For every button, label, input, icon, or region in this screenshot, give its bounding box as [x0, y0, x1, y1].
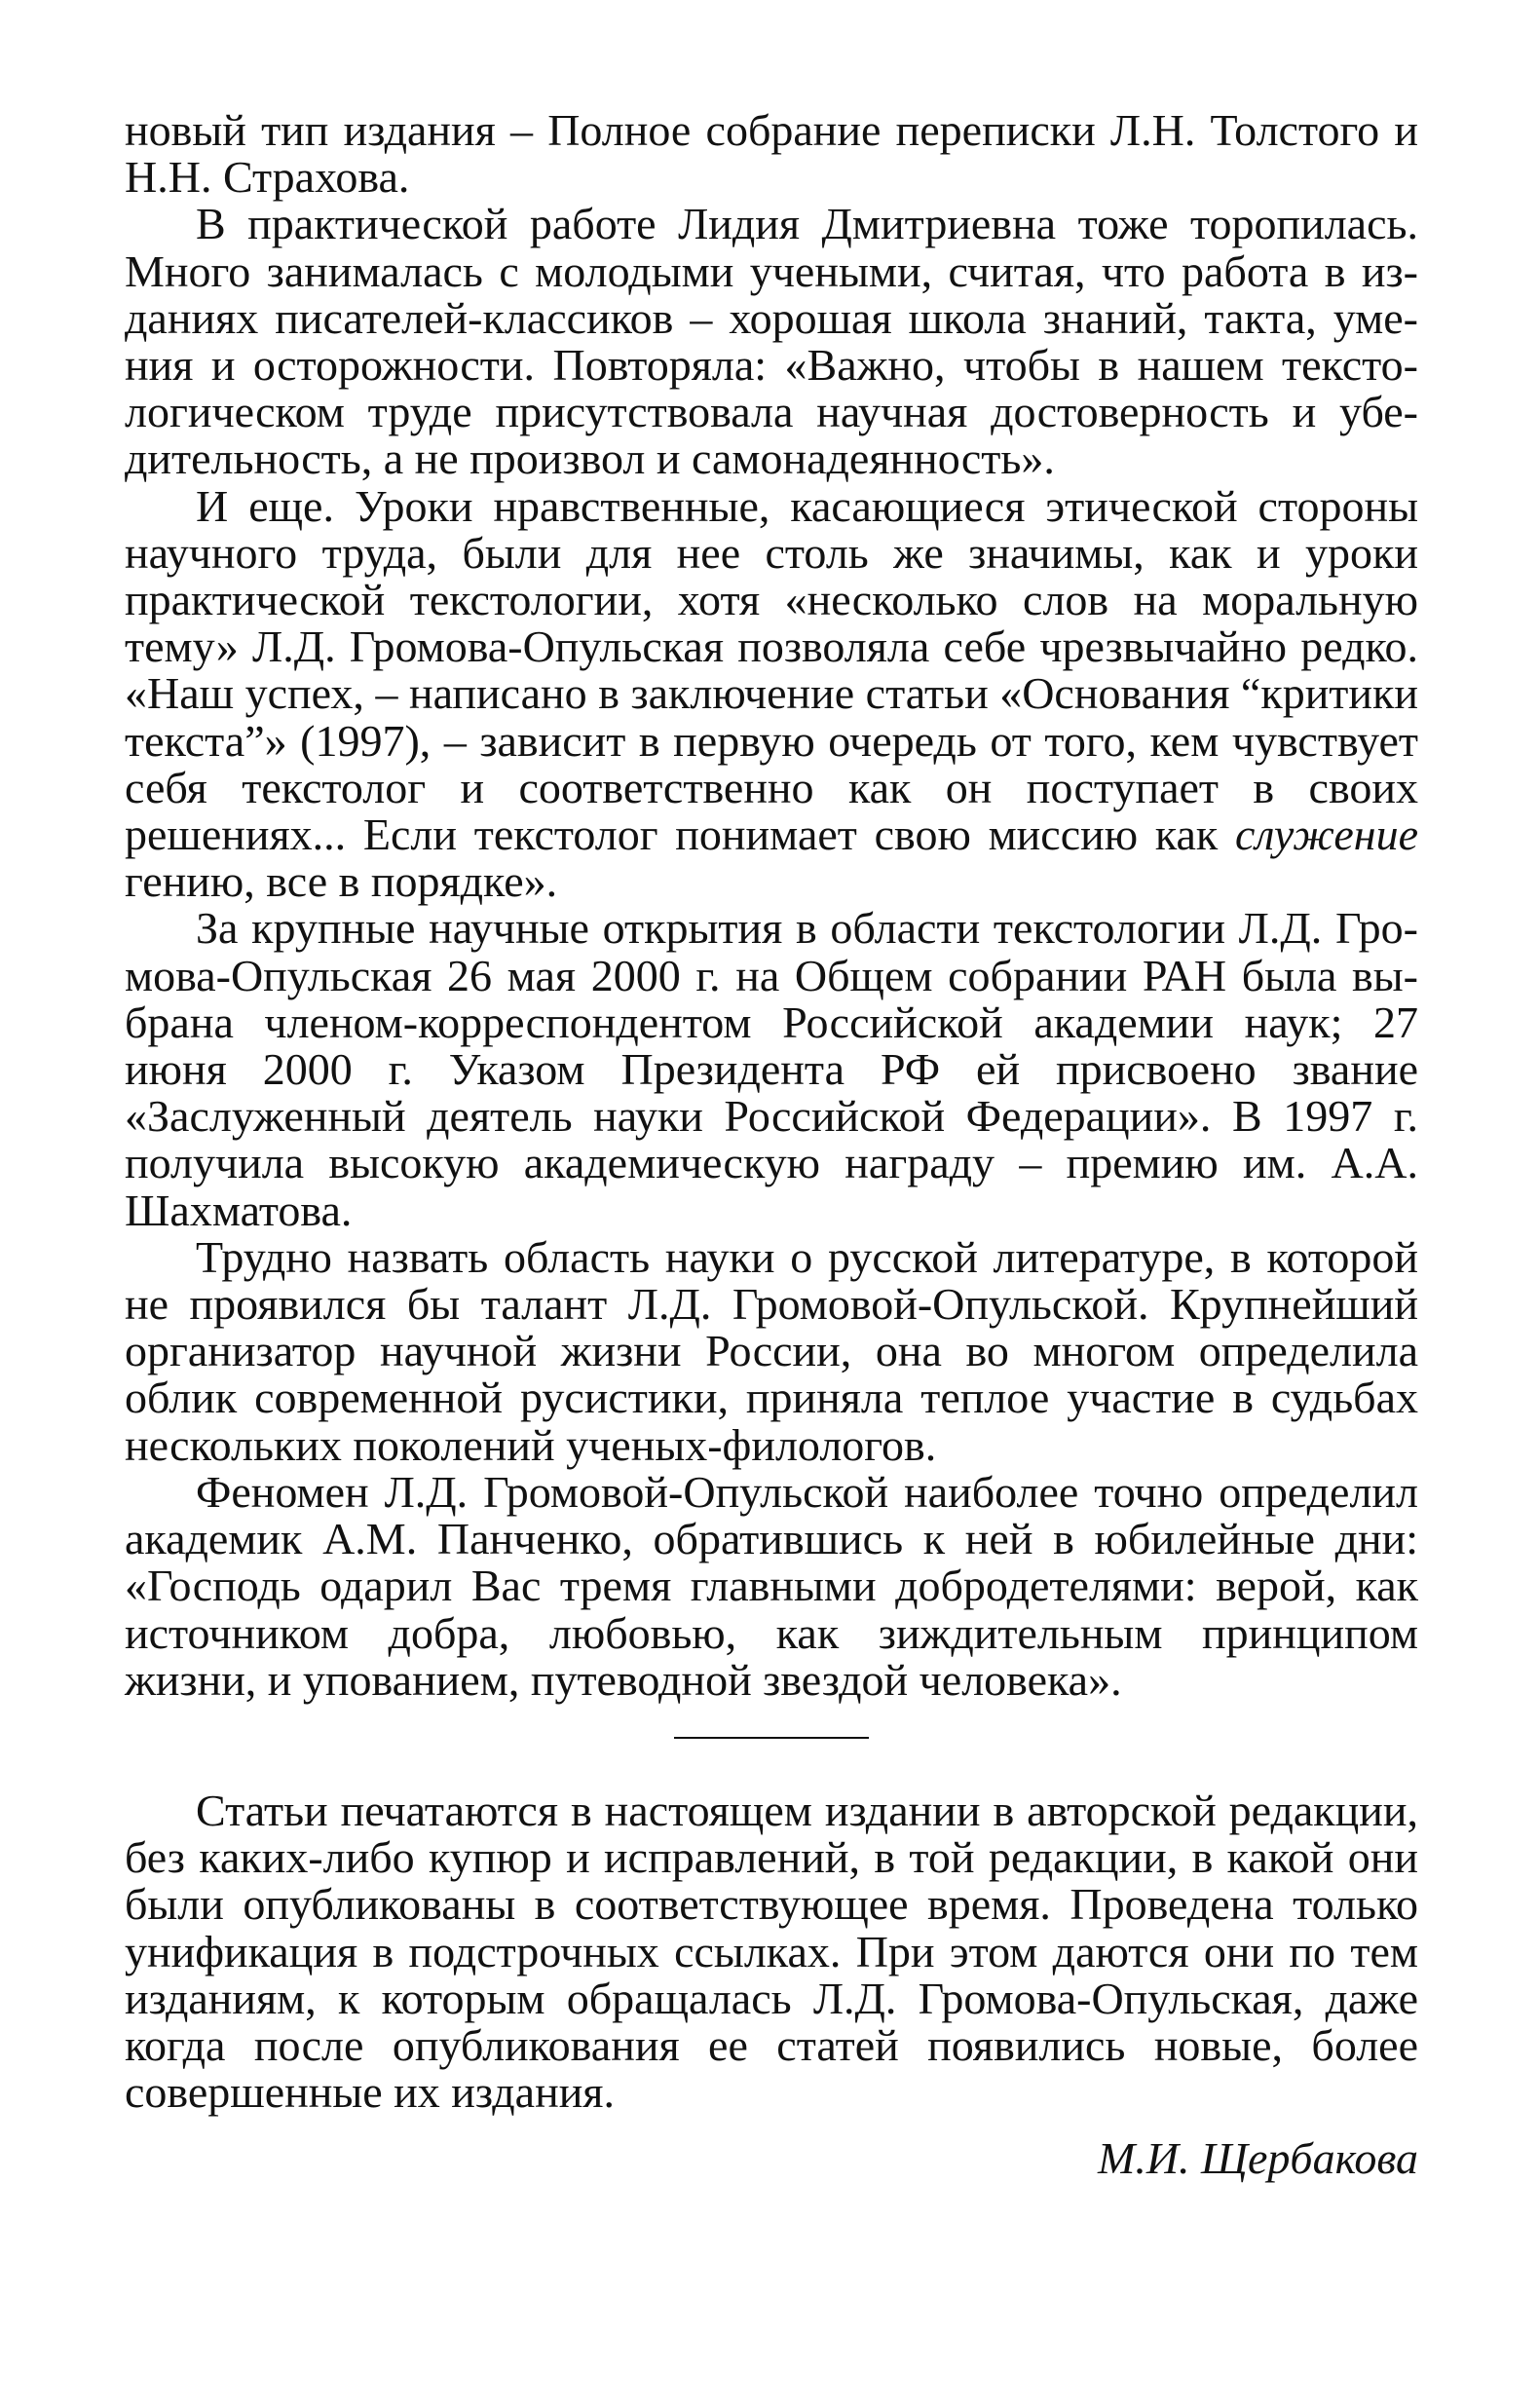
paragraph-awards: За крупные научные открытия в области текстологии Л.Д. Громова-Опульская 26 мая 2000 г. на Общем собрании РАН была выбрана членом-корреспондентом Российской академии наук; 27 июня 2000 г. Указом Президента РФ ей присвоено звание «Заслуженный деятель науки Российской Федерации». В 1997 г. получила высокую академическую награду – премию им. А.А. Шахматова. — [125, 903, 1418, 1235]
paragraph-phenomenon: Феномен Л.Д. Громовой-Опульской наиболее точно определил академик А.М. Панченко, обратившись к ней в юбилейные дни: «Господь одарил Вас тремя главными добродетелями: верой, как источником добра, любовью, как зиждительным принципом жизни, и упованием, путеводной звездой человека». — [125, 1466, 1418, 1705]
paragraph-practical-work: В практической работе Лидия Дмитриевна тоже торопилась. Много занималась с молодыми учеными, считая, что работа в изданиях писателей-классиков – хорошая школа знаний, такта, умения и осторожности. Повторяла: «Важно, чтобы в нашем текстологическом труде присутствовала научная достоверность и убедительность, а не произвол и самонадеянность». — [125, 199, 1418, 484]
paragraph-talent: Трудно назвать область науки о русской литературе, в которой не проявился бы талант Л.Д. Громовой-Опульской. Крупнейший организатор научной жизни России, она во многом определила облик современной русистики, приняла теплое участие в судьбах нескольких поколений ученых-филологов. — [125, 1231, 1418, 1470]
paragraph-moral-lessons-end: гению, все в порядке». — [125, 856, 558, 907]
paragraph-moral-lessons — [125, 480, 1418, 907]
editorial-note: Статьи печатаются в настоящем издании в авторской редакции, без каких-либо купюр и исправлений, в той редакции, в какой они были опубликованы в соответствующее время. Проведена только унификация в подстрочных ссылках. При этом даются они по тем изданиям, к которым обращалась Л.Д. Громова-Опульская, даже когда после опубликования ее статей появились новые, более совершенные их издания. — [125, 1785, 1418, 2118]
paragraph-continuation: новый тип издания – Полное собрание переписки Л.Н. Толстого и Н.Н. Страхова. — [125, 105, 1418, 203]
paragraph-moral-lessons-text: И еще. Уроки нравственные, касающиеся этической стороны научного труда, были для нее столь же значимы, как и уроки практической текстологии, хотя «несколько слов на моральную тему» Л.Д. Громова-Опульская позволяла себе чрезвычайно редко. «Наш успех, – написано в заключение статьи «Основания “критики текста”» (1997), – зависит в первую очередь от того, кем чувствует себя текстолог и соответственно как он поступает в своих решениях... Если текстолог понимает свою миссию как — [125, 480, 1418, 860]
author-signature: М.И. Щербакова — [1098, 2133, 1418, 2184]
document-page — [125, 107, 1418, 2183]
section-divider — [674, 1737, 869, 1739]
emphasis-word: служение — [1235, 809, 1418, 860]
